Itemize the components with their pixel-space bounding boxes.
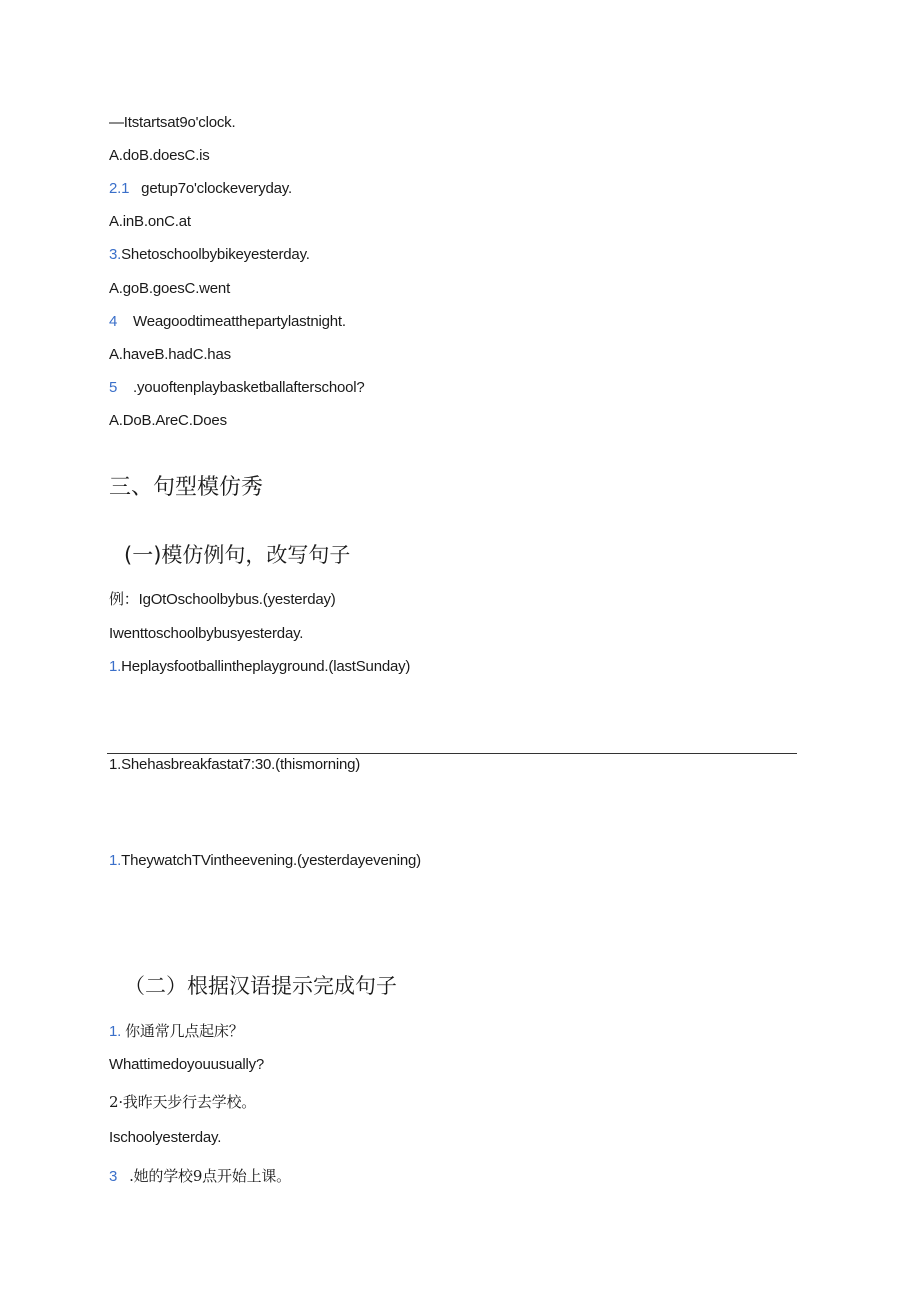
exercise-text: Heplaysfootballintheplayground.(lastSunday)	[121, 658, 411, 675]
prompt-answer-2: Ischoolyesterday.	[109, 1129, 222, 1146]
question-number: 5	[109, 379, 118, 396]
question-text: Weagoodtimeatthepartylastnight.	[133, 313, 346, 330]
exercise-1	[109, 658, 410, 675]
prompt-text: 你通常几点起床？	[125, 1022, 244, 1040]
exercise-3	[109, 852, 421, 869]
exercise-text: TheywatchTVintheevening.(yesterdayevening)	[121, 852, 421, 869]
options-line: A.haveB.hadC.has	[109, 346, 231, 363]
question-text: .youoftenplaybasketballafterschool?	[133, 379, 365, 396]
answer-line: —Itstartsat9o'clock.	[109, 114, 236, 131]
prompt-answer-1: Whattimedoyouusually?	[109, 1056, 265, 1073]
subsection-title: (一)模仿例句，改写句子	[124, 543, 351, 567]
prompt-text: .她的学校9点开始上课。	[129, 1167, 291, 1185]
options-line: A.doB.doesC.is	[109, 147, 210, 164]
chinese-prompt-3	[109, 1165, 291, 1186]
question-2	[109, 180, 292, 197]
prompt-number: 1.	[109, 1023, 122, 1040]
question-text: Shetoschoolbybikeyesterday.	[121, 246, 310, 263]
exercise-number: 1.	[109, 658, 122, 675]
example-text: IgOtOschoolbybus.(yesterday)	[138, 591, 336, 608]
example-answer: Iwenttoschoolbybusyesterday.	[109, 625, 304, 642]
question-number: 3.	[109, 246, 122, 263]
exercise-2: 1.Shehasbreakfastat7:30.(thismorning)	[109, 756, 361, 773]
chinese-prompt-2: 2·我昨天步行去学校。	[109, 1093, 257, 1111]
options-line: A.inB.onC.at	[109, 213, 191, 230]
example-line	[109, 588, 336, 609]
exercise-number: 1.	[109, 852, 122, 869]
options-line: A.DoB.AreC.Does	[109, 412, 227, 429]
subsection-title: （二）根据汉语提示完成句子	[124, 974, 397, 998]
prompt-number: 3	[109, 1168, 118, 1185]
section-title: 三、句型模仿秀	[109, 475, 264, 500]
question-3	[109, 246, 310, 263]
example-label: 例：	[109, 590, 139, 608]
question-number: 2.1	[109, 180, 130, 197]
options-line: A.goB.goesC.went	[109, 280, 231, 297]
answer-rule	[107, 753, 797, 754]
question-4	[109, 313, 346, 330]
chinese-prompt-1	[109, 1020, 244, 1041]
question-5	[109, 379, 365, 396]
question-number: 4	[109, 313, 118, 330]
question-text: getup7o'clockeveryday.	[141, 180, 292, 197]
